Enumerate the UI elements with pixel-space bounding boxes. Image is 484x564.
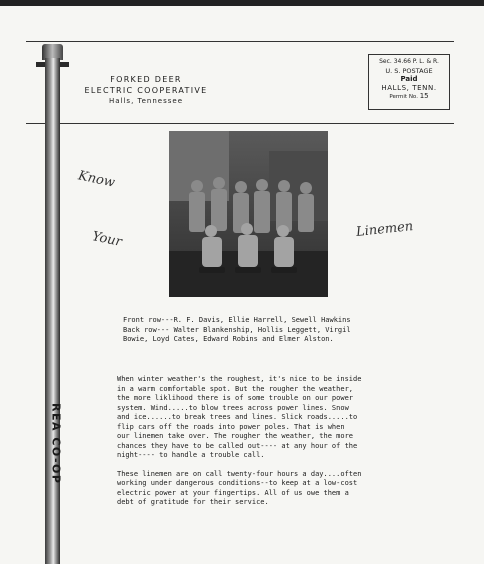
coop-name-line1: FORKED DEER <box>110 75 182 84</box>
text-line: our linemen take over. The rougher the weather, the more <box>117 432 354 440</box>
coop-city: Halls, Tennessee <box>108 97 184 105</box>
postage-section: Sec. 34.66 P. L. & R. <box>379 58 439 65</box>
text-line: night---- to handle a trouble call. <box>117 451 265 459</box>
text-line: the more liklihood there is of some trouble on our power <box>117 394 354 402</box>
header-rule-bottom <box>26 123 454 124</box>
text-line: flip cars off the roads into power poles. That is when <box>117 422 345 431</box>
postage-city: HALLS, TENN. <box>381 83 437 92</box>
script-word-know: Know <box>76 168 117 191</box>
caption-line: Back row--- Walter Blankenship, Hollis Leggett, Virgil <box>123 325 351 334</box>
script-word-your: Your <box>90 229 124 250</box>
photo-caption <box>123 316 413 345</box>
header-rule-top <box>26 41 454 42</box>
text-line: system. Wind.....to blow trees across power lines. Snow <box>117 403 349 412</box>
postage-us: U. S. POSTAGE <box>385 66 433 75</box>
article-body <box>117 375 447 508</box>
text-line: chances they have to be called out---- at any hour of the <box>117 441 358 450</box>
article-paragraph-1 <box>117 375 447 461</box>
text-line: working under dangerous conditions--to keep at a low-cost <box>117 479 358 487</box>
text-line: debt of gratitude for their service. <box>117 498 269 506</box>
text-line: electric power at your fingertips. All of us owe them a <box>117 488 349 497</box>
text-line: These linemen are on call twenty-four hours a day....often <box>117 469 362 478</box>
cooperative-name-block <box>66 74 226 107</box>
script-word-linemen: Linemen <box>355 219 414 240</box>
text-line: in a warm comfortable spot. But the rougher the weather, <box>117 384 354 393</box>
postage-indicia-box <box>368 54 450 110</box>
coop-name-line2: ELECTRIC COOPERATIVE <box>84 86 208 95</box>
text-line: and ice......to break trees and lines. Slick roads.....to <box>117 413 358 421</box>
caption-line: Bowie, Loyd Cates, Edward Robins and Elmer Alston. <box>123 335 334 343</box>
linemen-group-photo <box>169 131 328 297</box>
top-edge-strip <box>0 0 484 6</box>
text-line: When winter weather's the roughest, it's nice to be inside <box>117 375 362 383</box>
caption-line: Front row---R. F. Davis, Ellie Harrell, Sewell Hawkins <box>123 316 351 324</box>
utility-pole-illustration <box>40 44 64 564</box>
article-paragraph-2 <box>117 470 447 508</box>
svg-text:REA CO-OP: REA CO-OP <box>49 403 63 485</box>
postage-paid: Paid <box>400 75 418 83</box>
postage-permit <box>373 92 445 102</box>
pole-lettering-logo <box>44 399 61 509</box>
photo-illustration <box>169 131 328 297</box>
postage-permit-label: Permit No. <box>389 94 418 100</box>
postage-permit-number: 15 <box>419 92 429 100</box>
